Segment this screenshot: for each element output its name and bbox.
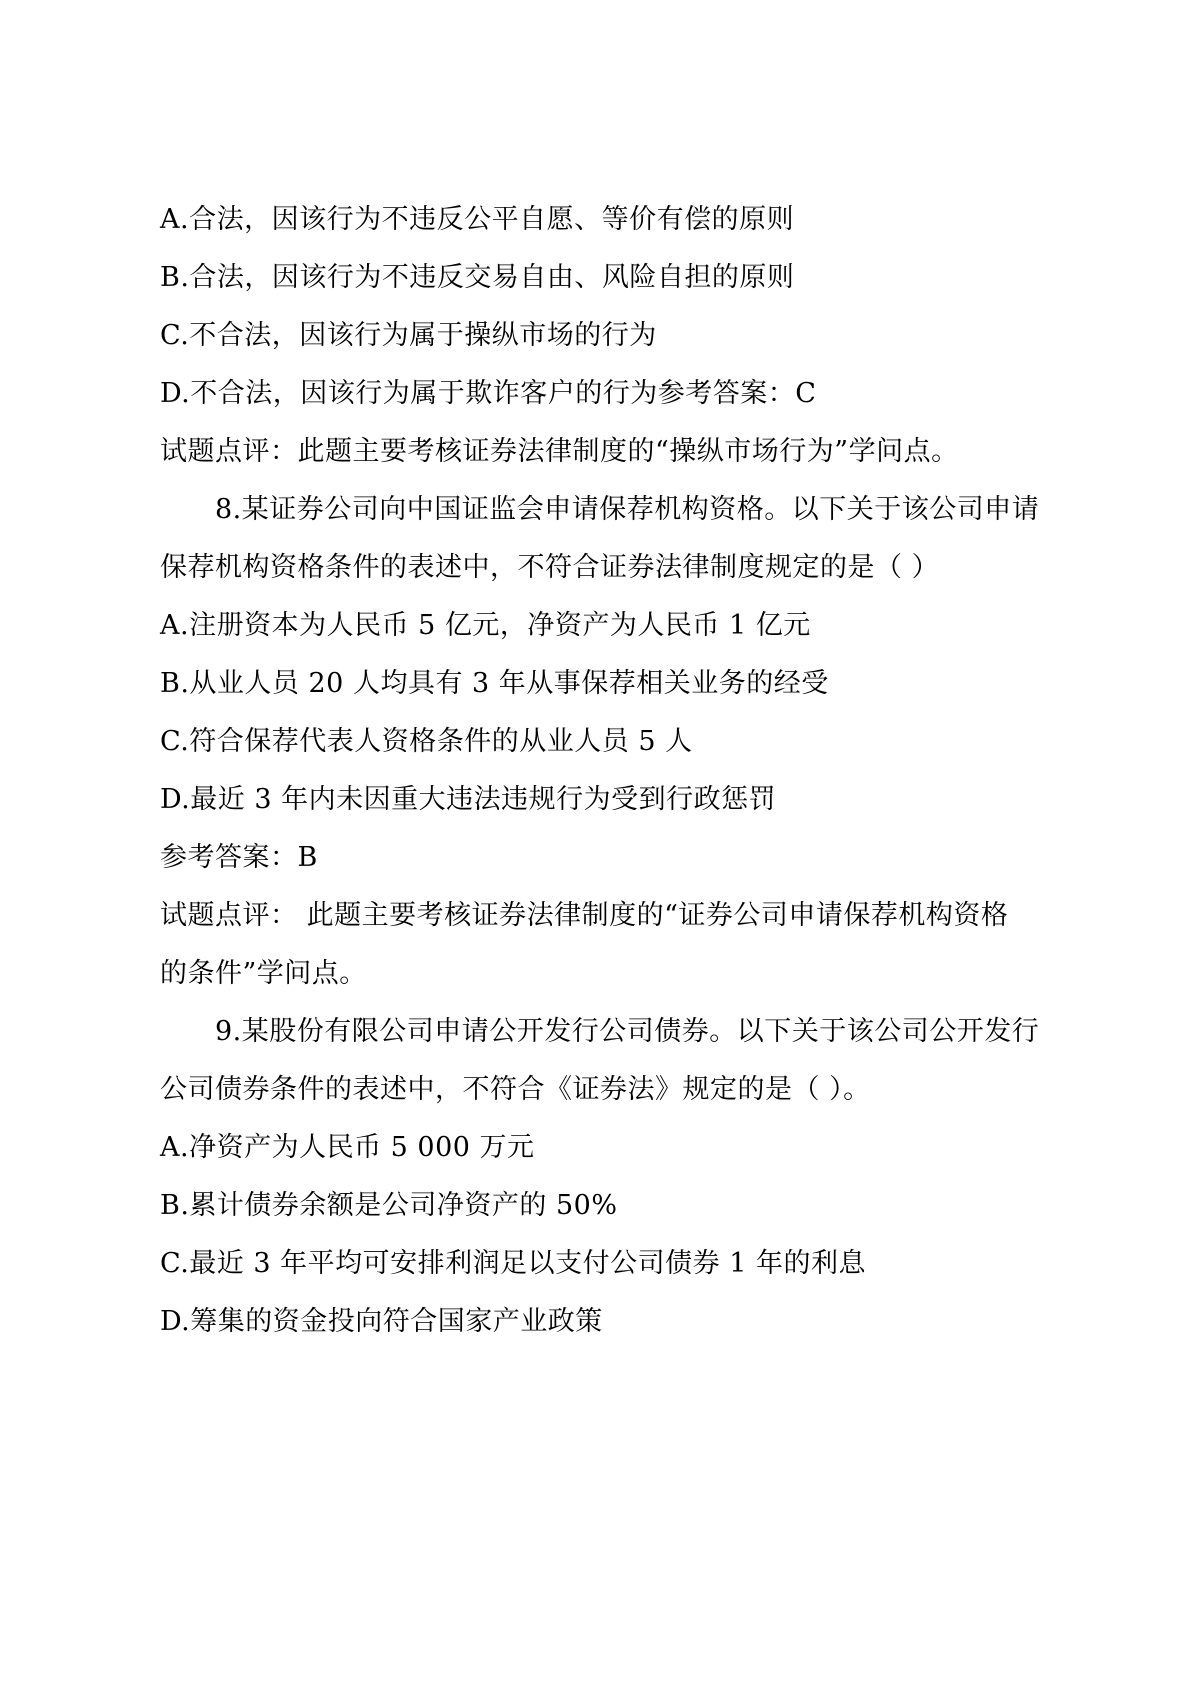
- q9-option-b: B.累计债券余额是公司净资产的 50%: [160, 1190, 618, 1221]
- q7-comment: 试题点评：此题主要考核证券法律制度的“操纵市场行为”学问点。: [160, 436, 959, 467]
- q7-option-d-answer: D.不合法，因该行为属于欺诈客户的行为参考答案：C: [160, 378, 817, 409]
- q9-stem-line1: 9.某股份有限公司申请公开发行公司债券。以下关于该公司公开发行: [215, 1016, 1040, 1047]
- q9-option-c: C.最近 3 年平均可安排利润足以支付公司债券 1 年的利息: [160, 1248, 866, 1279]
- q8-stem-line1: 8.某证券公司向中国证监会申请保荐机构资格。以下关于该公司申请: [215, 494, 1040, 525]
- q8-option-d: D.最近 3 年内未因重大违法违规行为受到行政惩罚: [160, 784, 777, 815]
- q8-option-b: B.从业人员 20 人均具有 3 年从事保荐相关业务的经受: [160, 668, 829, 699]
- q7-option-a: A.合法，因该行为不违反公平自愿、等价有偿的原则: [160, 204, 795, 235]
- q8-answer: 参考答案：B: [160, 842, 318, 873]
- q9-option-a: A.净资产为人民币 5 000 万元: [160, 1132, 535, 1163]
- q9-option-d: D.筹集的资金投向符合国家产业政策: [160, 1306, 603, 1337]
- q7-option-b: B.合法，因该行为不违反交易自由、风险自担的原则: [160, 262, 795, 293]
- q8-option-c: C.符合保荐代表人资格条件的从业人员 5 人: [160, 726, 693, 757]
- q8-option-a: A.注册资本为人民币 5 亿元，净资产为人民币 1 亿元: [160, 610, 811, 641]
- q8-comment-line2: 的条件”学问点。: [160, 958, 367, 989]
- q7-option-c: C.不合法，因该行为属于操纵市场的行为: [160, 320, 657, 351]
- q8-stem-line2: 保荐机构资格条件的表述中，不符合证券法律制度规定的是（ ）: [160, 552, 940, 583]
- q9-stem-line2: 公司债券条件的表述中，不符合《证券法》规定的是（ ）。: [160, 1074, 871, 1105]
- q8-comment-line1: 试题点评： 此题主要考核证券法律制度的“证券公司申请保荐机构资格: [160, 900, 1009, 931]
